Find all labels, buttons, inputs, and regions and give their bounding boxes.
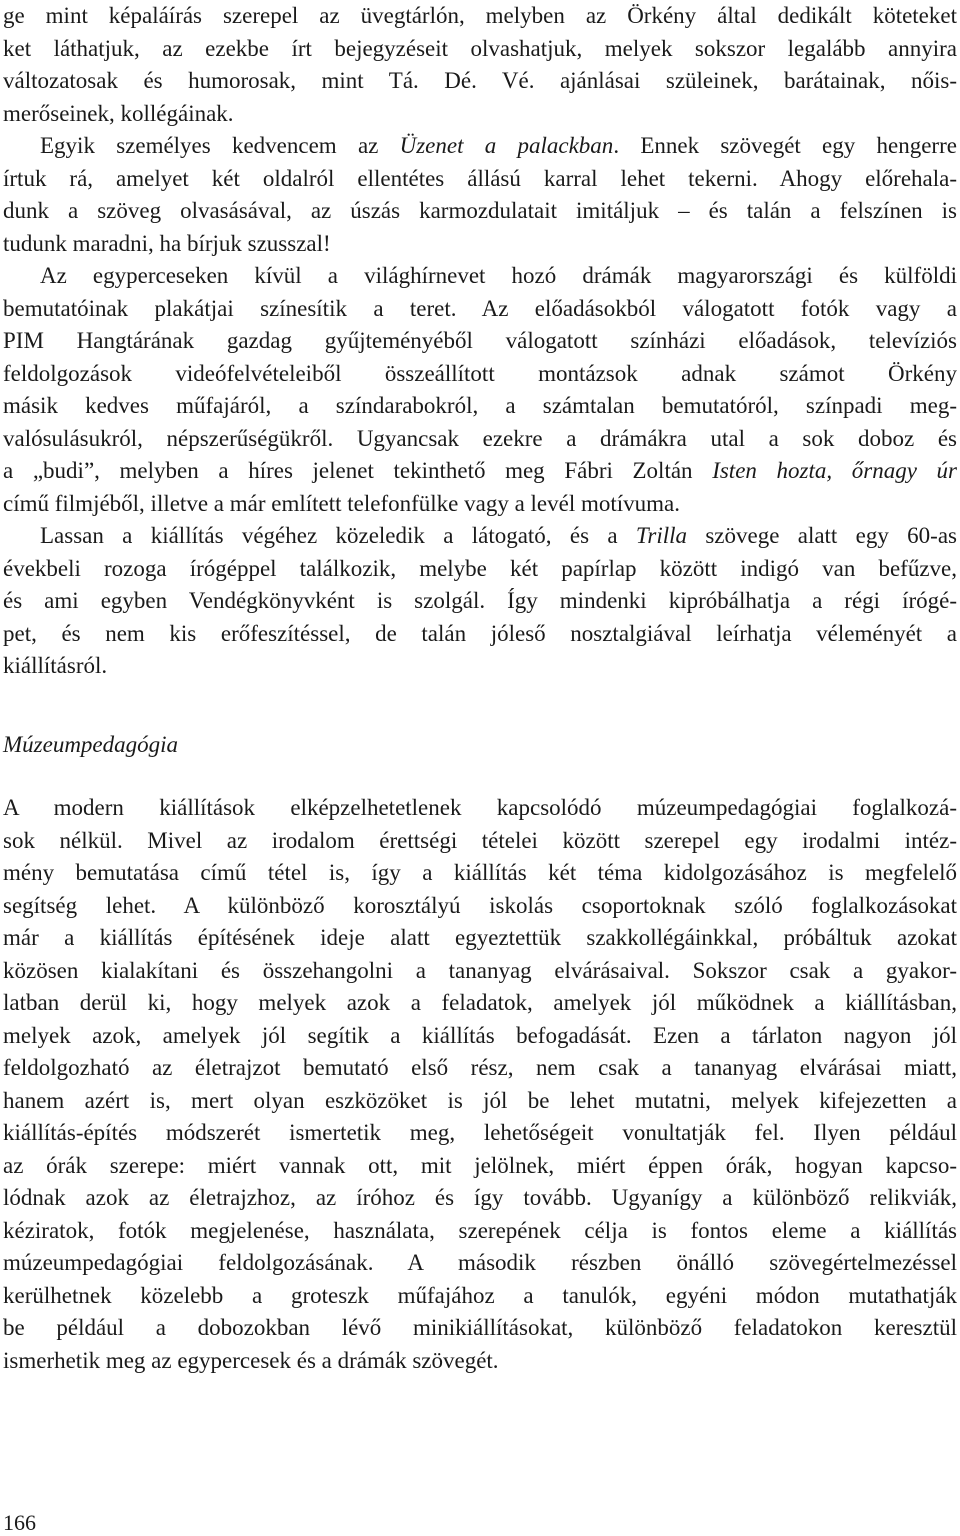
text-line: ismerhetik meg az egypercesek és a drámák szövegét. — [3, 1347, 499, 1373]
text-line: kiállításról. — [3, 653, 108, 678]
italic-title: Isten hozta, őrnagy úr — [712, 458, 957, 483]
text-line: tudunk maradni, ha bírjuk szusszal! — [3, 230, 331, 256]
text-line: az órák szerepe: miért vannak ott, mit jelölnek, miért éppen órák, hogyan kapcso- — [3, 1152, 957, 1178]
text-line: múzeumpedagógiai feldolgozásának. A második részben önálló szövegértelmezéssel — [3, 1250, 957, 1275]
text-line: a „budi”, melyben a híres jelenet tekinthető meg Fábri Zoltán Isten hozta, őrnagy úr — [3, 458, 957, 483]
text-line: feldolgozható az életrajzot bemutató első rész, nem csak a tananyag elvárásai miatt, — [3, 1055, 957, 1080]
text-line: feldolgozások videófelvételeiből összeállított montázsok adnak számot Örkény — [3, 360, 957, 386]
text-line: dunk a szöveg olvasásával, az úszás karmozdulatait imitáljuk – és talán a felszínen is — [3, 198, 957, 223]
text-line: és ami egyben Vendégkönyvként is szolgál. Így mindenki kipróbálhatja a régi írógé- — [3, 588, 957, 613]
text-line: sok nélkül. Mivel az irodalom érettségi tételei között szerepel egy irodalmi intéz- — [3, 827, 957, 853]
text-line: kiállítás-építés módszerét ismertetik meg, lehetőségeit vonultatják fel. Ilyen például — [3, 1120, 957, 1145]
text-line: merőseinek, kollégáinak. — [3, 100, 234, 126]
text-line: pet, és nem kis erőfeszítéssel, de talán jóleső nosztalgiával leírhatja véleményét a — [3, 620, 957, 646]
section-heading: Múzeumpedagógia — [3, 732, 179, 757]
body-text-museum-pedagogy — [3, 792, 957, 1377]
text-line: lódnak azok az életrajzhoz, az íróhoz és így tovább. Ugyanígy a különböző relikviák, — [3, 1185, 957, 1210]
text-line: évekbeli rozoga írógéppel találkozik, melybe két papírlap között indigó van befűzve, — [3, 555, 957, 581]
text-line: latban derül ki, hogy melyek azok a feladatok, amelyek jól működnek a kiállításban, — [3, 990, 957, 1015]
text-line: kerülhetnek közelebb a groteszk műfajához a tanulók, egyéni módon mutathatják — [3, 1282, 957, 1308]
text-line: melyek azok, amelyek jól segítik a kiállítás befogadását. Ezen a tárlaton nagyon jól — [3, 1022, 957, 1048]
text-line: változatosak és humorosak, mint Tá. Dé. Vé. ajánlásai szüleinek, barátainak, nőis- — [3, 68, 957, 93]
text-line: című filmjéből, illetve a már említett telefonfülke vagy a levél motívuma. — [3, 490, 681, 516]
text-line: valósulásukról, népszerűségükről. Ugyancsak ezekre a drámákra utal a sok doboz és — [3, 425, 957, 451]
page-number: 166 — [3, 1510, 36, 1535]
text-line: ge mint képaláírás szerepel az üvegtárlón, melyben az Örkény által dedikált köteteket — [3, 3, 957, 28]
text-line: mény bemutatása című tétel is, így a kiállítás két téma kidolgozásához is megfelelő — [3, 860, 957, 885]
text-line: kéziratok, fotók megjelenése, használata, szerepének célja is fontos eleme a kiállítás — [3, 1217, 957, 1243]
text-line: A modern kiállítások elképzelhetetlenek kapcsolódó múzeumpedagógiai foglalkozá- — [3, 795, 957, 820]
text-line: bemutatóinak plakátjai színesítik a teret. Az előadásokból válogatott fotók vagy a — [3, 295, 957, 321]
text-line: másik kedves műfajáról, a színdarabokról, a számtalan bemutatóról, színpadi meg- — [3, 393, 957, 418]
text-line: segítség lehet. A különböző korosztályú iskolás csoportoknak szóló foglalkozásokat — [3, 892, 957, 918]
text-line: be például a dobozokban lévő minikiállításokat, különböző feladatokon keresztül — [3, 1315, 957, 1340]
text-line: hanem azért is, mert olyan eszközöket is jól be lehet mutatni, melyek kifejezetten a — [3, 1087, 957, 1113]
text-line: Egyik személyes kedvencem az Üzenet a palackban. Ennek szövegét egy hengerre — [40, 133, 957, 158]
italic-title: Trilla — [635, 523, 688, 548]
text-line: írtuk rá, amelyet két oldalról ellentétes állású karral lehet tekerni. Ahogy előrehala- — [3, 165, 957, 191]
text-line: már a kiállítás építésének ideje alatt egyeztettük szakkollégáinkkal, próbáltuk azokat — [3, 925, 957, 950]
text-line: közösen kialakítani és összehangolni a tananyag elvárásaival. Sokszor csak a gyakor- — [3, 957, 957, 983]
italic-title: Üzenet a palackban — [399, 133, 614, 158]
text-line: PIM Hangtárának gazdag gyűjteményéből válogatott színházi előadások, televíziós — [3, 328, 957, 353]
text-line: Az egyperceseken kívül a világhírnevet hozó drámák magyarországi és külföldi — [40, 263, 957, 288]
body-text-top — [3, 0, 957, 683]
text-line: ket láthatjuk, az ezekbe írt bejegyzéseit olvashatjuk, melyek sokszor legalább annyira — [3, 35, 957, 61]
text-line: Lassan a kiállítás végéhez közeledik a látogató, és a Trilla szövege alatt egy 60-as — [40, 523, 957, 548]
